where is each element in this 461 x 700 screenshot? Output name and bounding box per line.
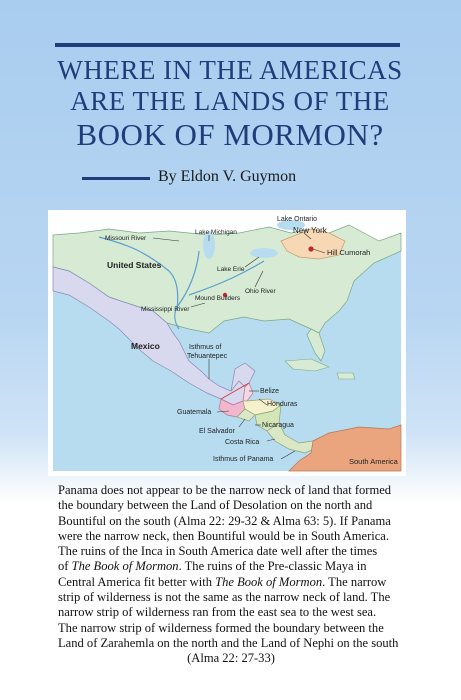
- belize-label: Belize: [260, 388, 280, 395]
- costa-rica-label: Costa Rica: [225, 439, 260, 446]
- isthmus-tehuantepec-label-2: Tehuantepec: [187, 353, 228, 360]
- americas-map: [48, 210, 406, 476]
- paragraph-line: strip of wilderness is not the same as the narrow neck of land. The: [58, 590, 391, 605]
- book-title-italic: The Book of Mormon: [71, 559, 179, 574]
- line-part: of: [58, 559, 72, 574]
- author-byline: By Eldon V. Guymon: [158, 168, 297, 185]
- paragraph-line: Panama does not appear to be the narrow neck of land that formed: [58, 483, 392, 497]
- mound-builders-label: Mound Builders: [195, 295, 241, 302]
- paragraph-line: [58, 575, 404, 590]
- united-states-label: United States: [107, 260, 162, 270]
- body-paragraph: [58, 483, 404, 667]
- ohio-river-label: Ohio River: [245, 288, 276, 295]
- title-line-2: ARE THE LANDS OF THE: [70, 86, 390, 116]
- line-part: . The ruins of the Pre-classic Maya in: [178, 559, 367, 574]
- title-line-1: WHERE IN THE AMERICAS: [57, 55, 403, 85]
- paragraph-line: (Alma 22: 27-33): [187, 651, 275, 666]
- el-salvador-label: El Salvador: [199, 428, 235, 435]
- missouri-river-label: Missouri River: [105, 235, 147, 242]
- paragraph-line: [58, 559, 404, 574]
- isthmus-panama-label: Isthmus of Panama: [213, 456, 274, 463]
- book-title: [30, 55, 430, 153]
- south-america-label: South America: [349, 457, 398, 466]
- honduras-label: Honduras: [267, 401, 298, 408]
- lake-erie-label: Lake Erie: [217, 266, 245, 273]
- paragraph-line: the boundary between the Land of Desolation on the north and: [58, 498, 373, 513]
- paragraph-line: narrow strip of wilderness ran from the east sea to the west sea.: [58, 605, 377, 620]
- title-line-3: BOOK OF MORMON?: [76, 117, 384, 152]
- map-svg: [49, 211, 405, 475]
- isthmus-tehuantepec-label-1: Isthmus of: [189, 344, 222, 351]
- top-rule: [55, 43, 400, 47]
- hill-cumorah-marker: [308, 246, 313, 251]
- paragraph-line: Land of Zarahemla on the north and the Land of Nephi on the south: [58, 635, 399, 650]
- mexico-label: Mexico: [131, 341, 160, 351]
- byline-rule: [82, 177, 150, 180]
- nicaragua-label: Nicaragua: [262, 422, 294, 429]
- line-part: Central America fit better with: [58, 574, 216, 589]
- lake-erie-shape: [250, 248, 278, 258]
- hispaniola-island: [337, 373, 355, 379]
- lake-michigan-label: Lake Michigan: [195, 229, 237, 236]
- mississippi-river-label: Mississippi River: [141, 306, 190, 313]
- paragraph-line: The ruins of the Inca in South America date well after the times: [58, 544, 378, 559]
- lake-ontario-label: Lake Ontario: [277, 216, 318, 223]
- line-part: . The narrow: [322, 574, 387, 589]
- book-title-italic: The Book of Mormon: [215, 574, 323, 589]
- hill-cumorah-label: Hill Cumorah: [327, 248, 371, 257]
- new-york-label: New York: [293, 226, 327, 235]
- paragraph-line: Bountiful on the south (Alma 22: 29-32 & Alma 63: 5). If Panama: [58, 513, 391, 528]
- guatemala-label: Guatemala: [177, 409, 212, 416]
- paragraph-line: The narrow strip of wilderness formed the boundary between the: [58, 620, 384, 635]
- paragraph-line: were the narrow neck, then Bountiful would be in South America.: [58, 528, 390, 543]
